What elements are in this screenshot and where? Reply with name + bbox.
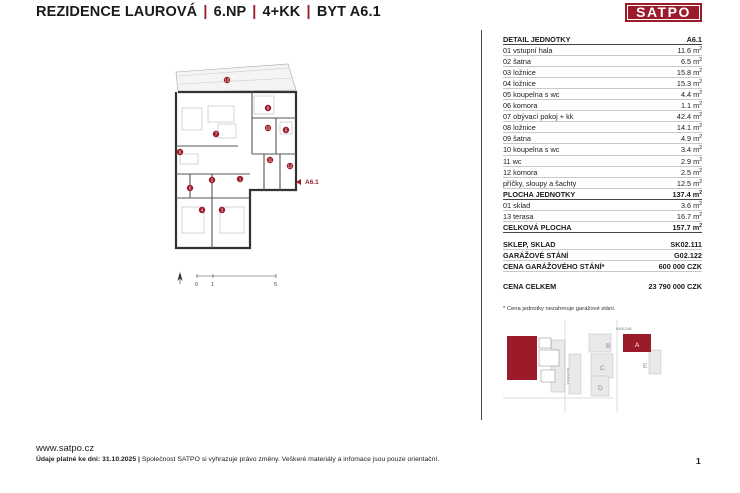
table-row xyxy=(503,239,702,250)
row-value: 3.6 $m^2$ xyxy=(680,200,702,210)
row-label: 11 wc xyxy=(503,156,522,166)
row-value: 4.4 $m^2$ xyxy=(680,90,702,100)
row-value: 16.7 $m^2$ xyxy=(676,211,702,221)
street-label: MILOVICKÁ xyxy=(566,368,570,385)
validity-date: Údaje platné ke dni: 31.10.2025 xyxy=(36,456,137,463)
svg-text:9: 9 xyxy=(284,127,288,133)
layout-label: 4+KK xyxy=(262,4,301,20)
svg-text:3: 3 xyxy=(220,207,224,213)
scale-label: 0 xyxy=(195,282,199,288)
svg-text:7: 7 xyxy=(214,131,218,137)
row-value: 14.1 $m^2$ xyxy=(676,123,702,133)
row-value: SK02.111 xyxy=(670,239,702,249)
row-label: 09 šatna xyxy=(503,134,531,144)
row-label: příčky, sloupy a šachty xyxy=(503,178,577,188)
row-value: 42.4 $m^2$ xyxy=(676,112,702,122)
table-row xyxy=(503,111,702,122)
row-label: GARÁŽOVÉ STÁNÍ xyxy=(503,250,569,260)
footer-disclaimer: Údaje platné ke dni: 31.10.2025 | Společnost SATPO si vyhrazuje právo změny. Veškeré materiály a infomace jsou pouze orientační. xyxy=(36,456,440,463)
unit-label: BYT A6.1 xyxy=(316,4,381,20)
table-row xyxy=(503,78,702,89)
disclaimer-text: Společnost SATPO si vyhrazuje právo změny. Veškeré materiály a infomace jsou pouze orientační. xyxy=(141,456,440,463)
row-value: 2.9 $m^2$ xyxy=(680,156,702,166)
table-row xyxy=(503,156,702,167)
building-label: E xyxy=(643,363,648,370)
cena-row xyxy=(503,281,702,292)
table-row xyxy=(503,144,702,155)
celkova-label: CELKOVÁ PLOCHA xyxy=(503,222,572,232)
table-row xyxy=(503,56,702,67)
svg-text:10: 10 xyxy=(265,125,271,131)
row-label: 01 vstupní hala xyxy=(503,46,553,56)
table-row xyxy=(503,45,702,56)
row-label: 05 koupelna s wc xyxy=(503,90,560,100)
footer-url[interactable]: www.satpo.cz xyxy=(36,443,95,454)
divider xyxy=(481,30,482,420)
table-row xyxy=(503,89,702,100)
page-number: 1 xyxy=(696,456,701,466)
row-label: 13 terasa xyxy=(503,211,534,221)
table-row xyxy=(503,250,702,261)
price-note: * Cena jednotky nezahrnuje garážové stání. xyxy=(503,306,616,312)
row-label: 08 ložnice xyxy=(503,123,536,133)
row-value: 3.4 $m^2$ xyxy=(680,145,702,155)
celkova-value: 157.7 m xyxy=(672,222,700,232)
svg-text:4: 4 xyxy=(200,207,204,213)
unit-detail-table xyxy=(503,34,702,292)
row-value: 600 000 CZK xyxy=(658,261,702,271)
satpo-logo xyxy=(625,3,702,22)
table-heading: DETAIL JEDNOTKY xyxy=(503,35,571,44)
svg-text:2: 2 xyxy=(210,177,214,183)
plocha-label: PLOCHA JEDNOTKY xyxy=(503,189,576,199)
row-label: 01 sklad xyxy=(503,200,531,210)
row-value: 6.5 $m^2$ xyxy=(680,57,702,67)
cena-label: CENA CELKEM xyxy=(503,281,557,291)
row-value: 15.3 $m^2$ xyxy=(676,79,702,89)
table-heading-value: A6.1 xyxy=(686,35,702,44)
svg-text:1: 1 xyxy=(238,176,242,182)
celkova-row: CELKOVÁ PLOCHA 157.7 $m^2$ xyxy=(503,222,702,232)
table-row xyxy=(503,178,702,189)
table-row xyxy=(503,200,702,211)
floor-label: 6.NP xyxy=(213,4,247,20)
row-label: 07 obývací pokoj + kk xyxy=(503,112,574,122)
table-header-row xyxy=(503,34,702,45)
row-label: 10 koupelna s wc xyxy=(503,145,560,155)
table-row xyxy=(503,122,702,133)
building-label: B xyxy=(606,343,611,350)
row-value: 15.8 $m^2$ xyxy=(676,68,702,78)
table-row xyxy=(503,261,702,272)
row-value: 2.5 $m^2$ xyxy=(680,167,702,177)
building-label-a: A xyxy=(635,342,640,349)
row-label: 04 ložnice xyxy=(503,79,536,89)
plocha-row: PLOCHA JEDNOTKY 137.4 $m^2$ xyxy=(503,189,702,199)
row-label: CENA GARÁŽOVÉHO STÁNÍ* xyxy=(503,261,605,271)
scale-label: 1 xyxy=(211,282,215,288)
row-value: 11.6 $m^2$ xyxy=(677,46,702,56)
svg-text:12: 12 xyxy=(287,163,293,169)
project-name: REZIDENCE LAUROVÁ xyxy=(36,4,198,20)
page-title xyxy=(36,4,381,20)
svg-text:11: 11 xyxy=(267,157,273,163)
room-number: 13 xyxy=(224,77,230,83)
title-separator: | xyxy=(203,4,208,20)
row-label: 06 komora xyxy=(503,101,538,111)
floor-plan xyxy=(168,62,328,292)
row-value: 1.1 $m^2$ xyxy=(680,101,702,111)
row-value: 12.5 $m^2$ xyxy=(676,178,702,188)
logo-text: SATPO xyxy=(636,4,691,20)
row-label: 02 šatna xyxy=(503,57,531,67)
row-value: 4.9 $m^2$ xyxy=(680,134,702,144)
row-label: 03 ložnice xyxy=(503,68,536,78)
unit-tag: A6.1 xyxy=(305,179,319,186)
row-label: SKLEP, SKLAD xyxy=(503,239,556,249)
table-row xyxy=(503,211,702,222)
plocha-value: 137.4 m xyxy=(672,189,700,199)
row-value: G02.122 xyxy=(674,250,702,260)
cena-value: 23 790 000 CZK xyxy=(648,281,702,291)
svg-text:5: 5 xyxy=(188,185,192,191)
title-separator: | xyxy=(306,4,311,20)
scale-label: 5 xyxy=(274,282,278,288)
table-row xyxy=(503,133,702,144)
table-row xyxy=(503,100,702,111)
location-minimap xyxy=(503,320,701,412)
building-label: C xyxy=(600,365,605,372)
building-label: D xyxy=(598,385,603,392)
svg-text:6: 6 xyxy=(178,149,182,155)
row-label: 12 komora xyxy=(503,167,538,177)
table-row xyxy=(503,167,702,178)
title-separator: | xyxy=(252,4,257,20)
svg-text:8: 8 xyxy=(266,105,270,111)
street-label: KAISLOVA xyxy=(616,327,632,331)
table-row xyxy=(503,67,702,78)
